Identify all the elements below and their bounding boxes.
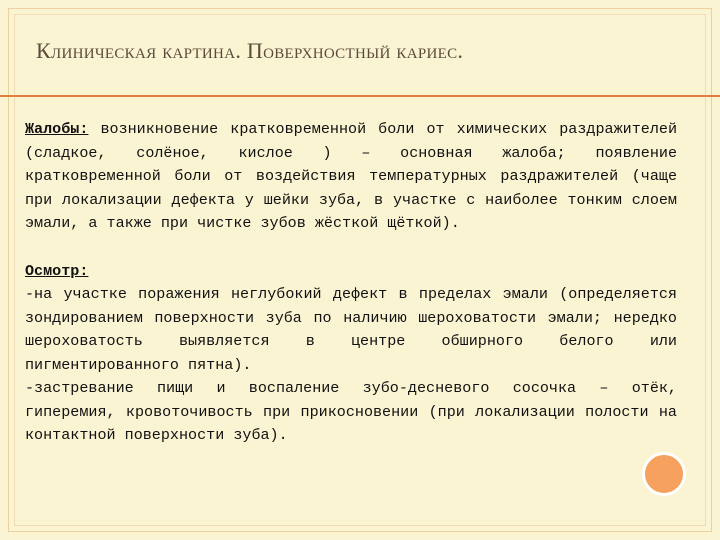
decorative-circle bbox=[642, 452, 686, 496]
exam-heading-line bbox=[25, 260, 677, 284]
exam-item-1: -на участке поражения неглубокий дефект в пределах эмали (определяется зондированием поверхности зуба по наличию шероховатости эмали; нередко шероховатость выявляется в центре обширного белого или пигментированного пятна). bbox=[25, 285, 677, 374]
exam-heading: Осмотр: bbox=[25, 261, 89, 280]
slide-body bbox=[25, 118, 677, 448]
complaints-paragraph bbox=[25, 118, 677, 236]
complaints-heading: Жалобы: bbox=[25, 120, 89, 138]
slide-title: Клиническая картина. Поверхностный кариес. bbox=[36, 38, 464, 63]
paragraph-gap bbox=[25, 236, 677, 260]
complaints-text: возникновение кратковременной боли от химических раздражителей (сладкое, солёное, кислое ) – основная жалоба; появление кратковременной боли от воздействия температурных раздражителей (чаще при локализации дефекта у шейки зуба, в участке с наиболее тонким слоем эмали, а также при чистке зубов жёсткой щёткой). bbox=[25, 120, 677, 232]
exam-item-2: -застревание пищи и воспаление зубо-десневого сосочка – отёк, гиперемия, кровоточивость при прикосновении (при локализации полости на контактной поверхности зуба). bbox=[25, 379, 677, 444]
title-divider bbox=[0, 95, 720, 97]
